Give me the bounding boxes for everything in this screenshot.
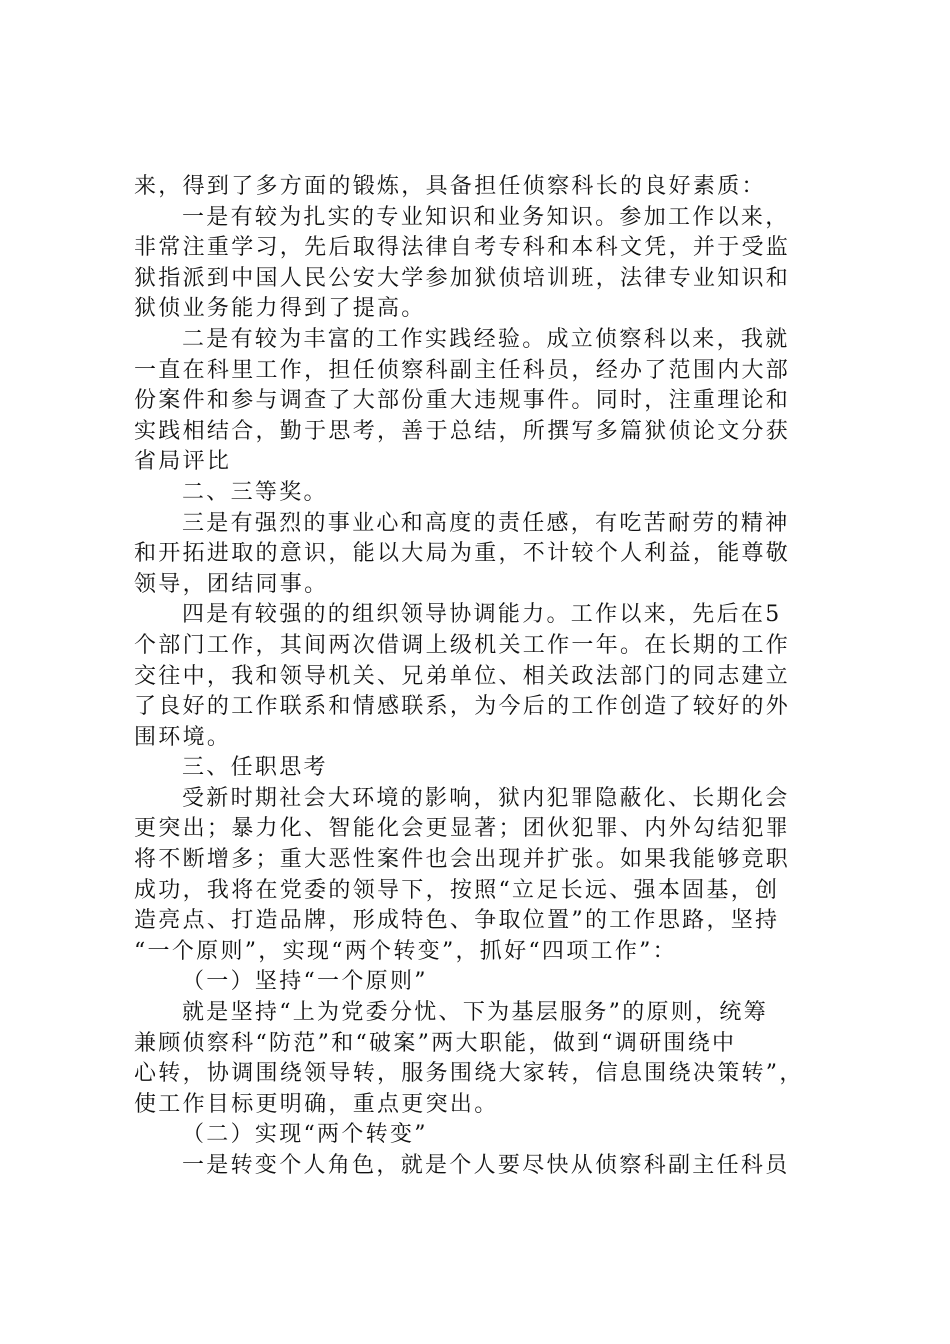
text-line: 非常注重学习，先后取得法律自考专科和本科文凭，并于受监 <box>134 235 791 261</box>
text-line: 狱指派到中国人民公安大学参加狱侦培训班，法律专业知识和 <box>134 265 791 291</box>
text-line: 个部门工作，其间两次借调上级机关工作一年。在长期的工作 <box>134 632 791 658</box>
text-line: 受新时期社会大环境的影响，狱内犯罪隐蔽化、长期化会 <box>182 785 790 811</box>
text-line: （二）实现“两个转变” <box>182 1122 428 1148</box>
text-line: 了良好的工作联系和情感联系，为今后的工作创造了较好的外 <box>134 694 791 720</box>
text-line: 围环境。 <box>134 724 232 750</box>
text-line: 二是有较为丰富的工作实践经验。成立侦察科以来，我就 <box>182 326 790 352</box>
document-body <box>134 172 834 1182</box>
text-line: 狱侦业务能力得到了提高。 <box>134 296 426 322</box>
text-line: 份案件和参与调查了大部份重大违规事件。同时，注重理论和 <box>134 388 791 414</box>
text-line: 就是坚持“上为党委分忧、下为基层服务”的原则，统筹 <box>182 1000 768 1026</box>
text-line: 实践相结合，勤于思考，善于总结，所撰写多篇狱侦论文分获 <box>134 418 791 444</box>
text-line: 三是有强烈的事业心和高度的责任感，有吃苦耐劳的精神 <box>182 510 790 536</box>
text-line: 心转，协调围绕领导转，服务围绕大家转，信息围绕决策转”， <box>134 1061 804 1087</box>
text-line: 使工作目标更明确，重点更突出。 <box>134 1091 499 1117</box>
text-line: 一是转变个人角色，就是个人要尽快从侦察科副主任科员 <box>182 1153 790 1178</box>
text-line: 三、任职思考 <box>182 755 328 781</box>
text-line: 交往中，我和领导机关、兄弟单位、相关政法部门的同志建立 <box>134 663 791 689</box>
text-line: 省局评比 <box>134 449 232 475</box>
text-line: 成功，我将在党委的领导下，按照“立足长远、强本固基，创 <box>134 877 780 903</box>
text-line: 二、三等奖。 <box>182 479 328 505</box>
text-line: （一）坚持“一个原则” <box>182 969 428 995</box>
text-line: 领导，团结同事。 <box>134 571 329 597</box>
text-line: 一是有较为扎实的专业知识和业务知识。参加工作以来， <box>182 204 790 230</box>
text-line: 一直在科里工作，担任侦察科副主任科员，经办了范围内大部 <box>134 357 791 383</box>
text-line: 造亮点、打造品牌，形成特色、争取位置”的工作思路，坚持 <box>134 908 780 934</box>
text-line: 来，得到了多方面的锻炼，具备担任侦察科长的良好素质： <box>134 174 766 199</box>
text-line: 更突出；暴力化、智能化会更显著；团伙犯罪、内外勾结犯罪 <box>134 816 791 842</box>
text-line: 和开拓进取的意识，能以大局为重，不计较个人利益，能尊敬 <box>134 541 791 567</box>
text-line: 四是有较强的的组织领导协调能力。工作以来，先后在5 <box>182 602 782 628</box>
text-line: “一个原则”，实现“两个转变”，抓好“四项工作”： <box>134 938 677 964</box>
text-line: 将不断增多；重大恶性案件也会出现并扩张。如果我能够竞职 <box>134 847 791 873</box>
text-line: 兼顾侦察科“防范”和“破案”两大职能，做到“调研围绕中 <box>134 1030 737 1056</box>
